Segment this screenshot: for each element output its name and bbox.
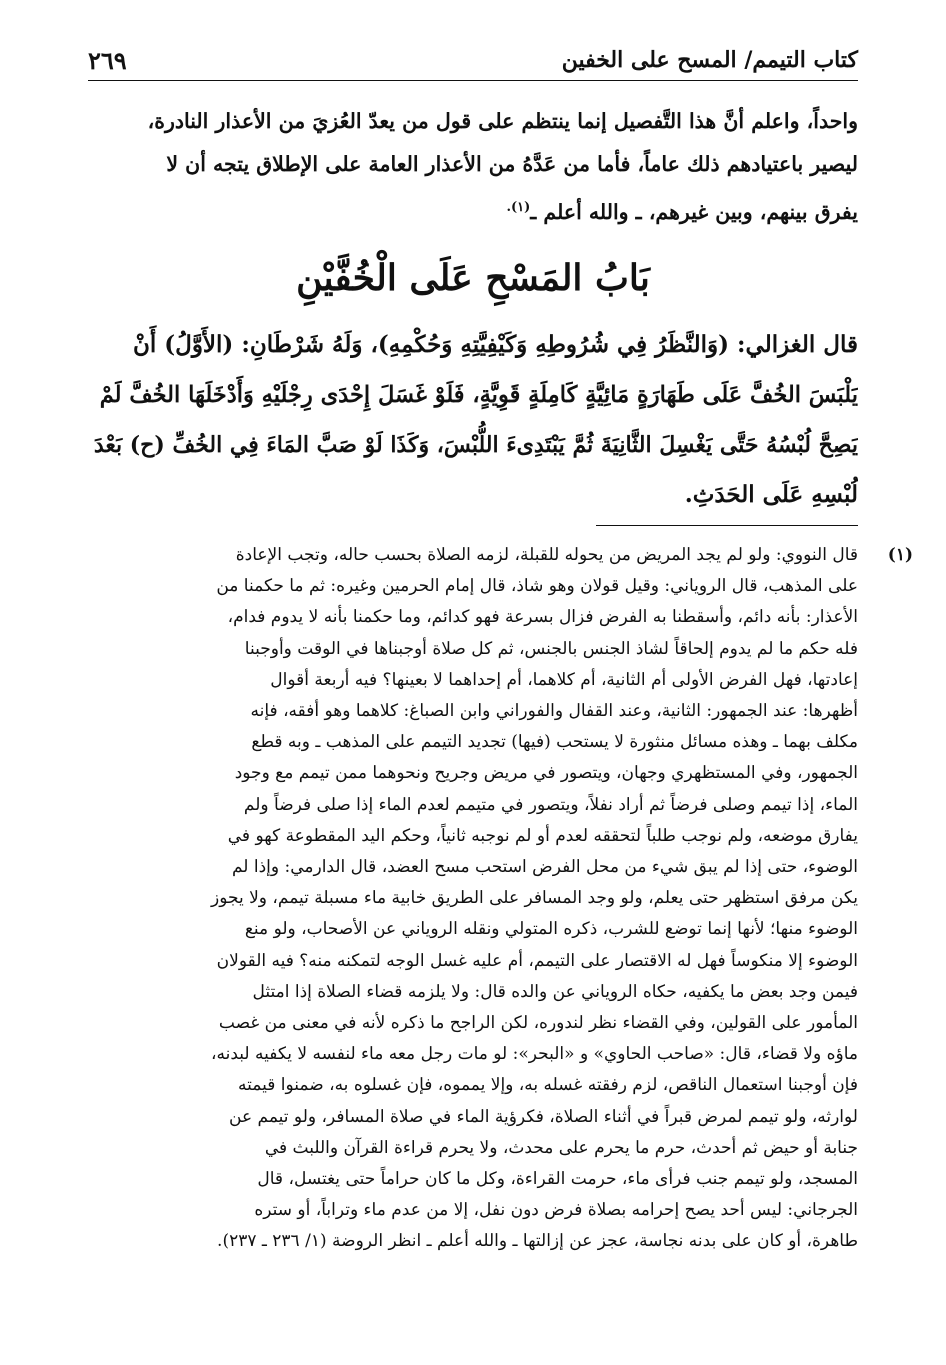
footnote-line: فيمن وجد بعض ما يكفيه، حكاه الروياني عن والده قال: ولا يلزمه قضاء الصلاة إذا امتثل: [252, 981, 858, 1002]
footnote-line: الوضوء إلا منكوساً فهل له الاقتصار على التيمم، أم عليه غسل الوجه لتمكنه منه؟ فيه القولان: [216, 950, 858, 971]
footnote-line: قال النووي: ولو لم يجد المريض من يحوله للقبلة، لزمه الصلاة بحسب حاله، وتجب الإعادة: [235, 545, 858, 565]
main-text-line: يَلْبَسَ الخُفَّ عَلَى طَهَارَةٍ مَائِيَّةٍ كَامِلَةٍ قَوِيَّةٍ، فَلَوْ غَسَلَ إِحْدَى رِجْلَيْهِ وَأَدْخَلَهَا الخُفَّ لَمْ: [99, 382, 858, 408]
footnote: [88, 540, 913, 1258]
main-text-line: لُبْسِهِ عَلَى الحَدَثِ.: [684, 481, 858, 508]
main-text-line: قال الغزالي: (وَالنَّظَرُ فِي شُرُوطِهِ وَكَيْفِيَّتِهِ وَحُكْمِهِ)، وَلَهُ شَرْطَانِ: (الأَوَّلُ) أَنْ: [132, 331, 858, 358]
chapter-title: بَابُ المَسْحِ عَلَى الْخُفَّيْنِ: [296, 257, 650, 299]
footnote-line: المسجد، ولو تيمم جنب فرأى ماء، حرمت القراءة، وكل ما كان حراماً حتى يغتسل، قال: [257, 1169, 858, 1190]
footnote-line: أظهرها: عند الجمهور: الثانية، وعند القفال والفوراني وابن الصباغ: كلاهما وهو أفقه، فإنه: [250, 701, 858, 722]
footnote-line: الوضوء منها؛ لأنها إنما توضع للشرب، ذكره المتولي ونقله الروياني عن الأصحاب، ولو منع: [244, 919, 858, 940]
footnote-divider: [596, 525, 858, 526]
footnote-line: الأعذار: بأنه دائم، وأسقطنا به الفرض فزال بسرعة فهو كدائم، وما حكمنا بأنه لا يدوم فدام،: [227, 607, 858, 628]
intro-paragraph: [88, 100, 858, 234]
footnote-line: يفارق موضعه، ولم نوجب طلباً لتحققه لعدم أو لم نوجبه ثانياً، وحكم اليد المقطوعة كهو في: [227, 825, 858, 846]
footnote-line: الماء، إذا تيمم وصلى فرضاً ثم أراد نفلاً، ويتصور في متيمم لعدم الماء إذا صلى فرضاً ولم: [243, 794, 858, 815]
main-text-line: يَصِحَّ لُبْسُهُ حَتَّى يَغْسِلَ الثَّانِيَةَ ثُمَّ يَبْتَدِىءَ اللُّبْسَ، وَكَذَا لَوْ صَبَّ المَاءَ فِي الخُفِّ (ح) بَعْدَ: [93, 432, 858, 458]
footnote-line: إعادتها، فهل الفرض الأولى أم الثانية، أم كلاهما، أم إحداهما لا بعينها؟ فيه أربعة أقوال: [270, 669, 858, 690]
header-title: كتاب التيمم/ المسح على الخفين: [561, 47, 858, 73]
footnote-line: لوارثه، ولو تيمم لمرض قبراً في أثناء الصلاة، فكرؤية الماء في صلاة المسافر، ولو تيمم عن: [229, 1106, 858, 1127]
footnote-line: جنابة أو حيض ثم أحدث، حرم ما يحرم على محدث، ولا يحرم قراءة القرآن واللبث في: [264, 1137, 858, 1158]
footnote-line: الجرجاني: ليس أحد يصح إحرامه بصلاة فرض دون نفل، إلا من عدم ماء وتراباً، أو ستره: [254, 1200, 858, 1221]
footnote-line: المأمور على القولين، وفي القضاء نظر لندوره، لكن الراجح ما ذكره لأنه في معنى من غصب: [218, 1013, 858, 1034]
intro-line-text: يفرق بينهم، وبين غيرهم، ـ والله أعلم ـ: [530, 199, 858, 224]
intro-line: [88, 186, 858, 234]
footnote-line: طاهرة، أو كان على بدنه نجاسة، عجز عن إزالتها ـ والله أعلم ـ انظر الروضة (١/ ٢٣٦ ـ ٢٣٧).: [217, 1231, 858, 1252]
intro-line: واحداً، واعلم أنَّ هذا التَّفصيل إنما ينتظم على قول من يعدّ العُزيَ من الأعذار النادرة،: [147, 109, 858, 133]
intro-line: ليصير باعتيادهم ذلك عاماً، فأما من عَدَّهُ من الأعذار العامة على الإطلاق يتجه أن لا: [166, 152, 858, 176]
footnote-line: فإن أوجبنا استعمال الناقص، لزم رفقته غسله به، وإلا يمموه، فإن غسلوه به، ضمنوا قيمته: [238, 1075, 858, 1096]
footnote-line: يكن مرفق استظهر حتى يعلم، ولو وجد المسافر على الطريق خابية ماء مسبلة تيمم، ولا يجوز: [211, 888, 858, 909]
footnote-line: مكلف بهما ـ وهذه مسائل منثورة لا يستحب (فيها) تجديد التيمم على المذهب ـ وبه قطع: [251, 732, 858, 753]
footnote-line: الوضوء، حتى إذا لم يبق شيء من محل الفرض استحب مسح العضد، قال الدارمي: وإذا لم: [231, 857, 858, 878]
footnote-reference: (١).: [506, 200, 531, 215]
footnote-line: على المذهب، قال الروياني: وقيل قولان وهو شاذ، قال إمام الحرمين وغيره: ثم ما حكمنا من: [216, 576, 858, 597]
footnote-line: فله حكم ما لم يدوم إلحاقاً لشاذ الجنس بالجنس، ثم كل صلاة أوجبناها في الوقت وأوجبنا: [244, 638, 858, 659]
footnote-line: الجمهور، وفي المستظهري وجهان، ويتصور في مريض وجريح ونحوهما ممن تيمم مع وجود: [234, 763, 858, 784]
main-text: [88, 320, 858, 520]
footnote-line: ماؤه ولا قضاء، قال: «صاحب الحاوي» و «البحر»: لو مات رجل معه ماء لنفسه لا يكفيه لبدنه،: [211, 1044, 858, 1065]
page-number: ٢٦٩: [88, 45, 127, 75]
footnote-marker: (١): [887, 545, 913, 565]
running-header: [88, 40, 858, 81]
